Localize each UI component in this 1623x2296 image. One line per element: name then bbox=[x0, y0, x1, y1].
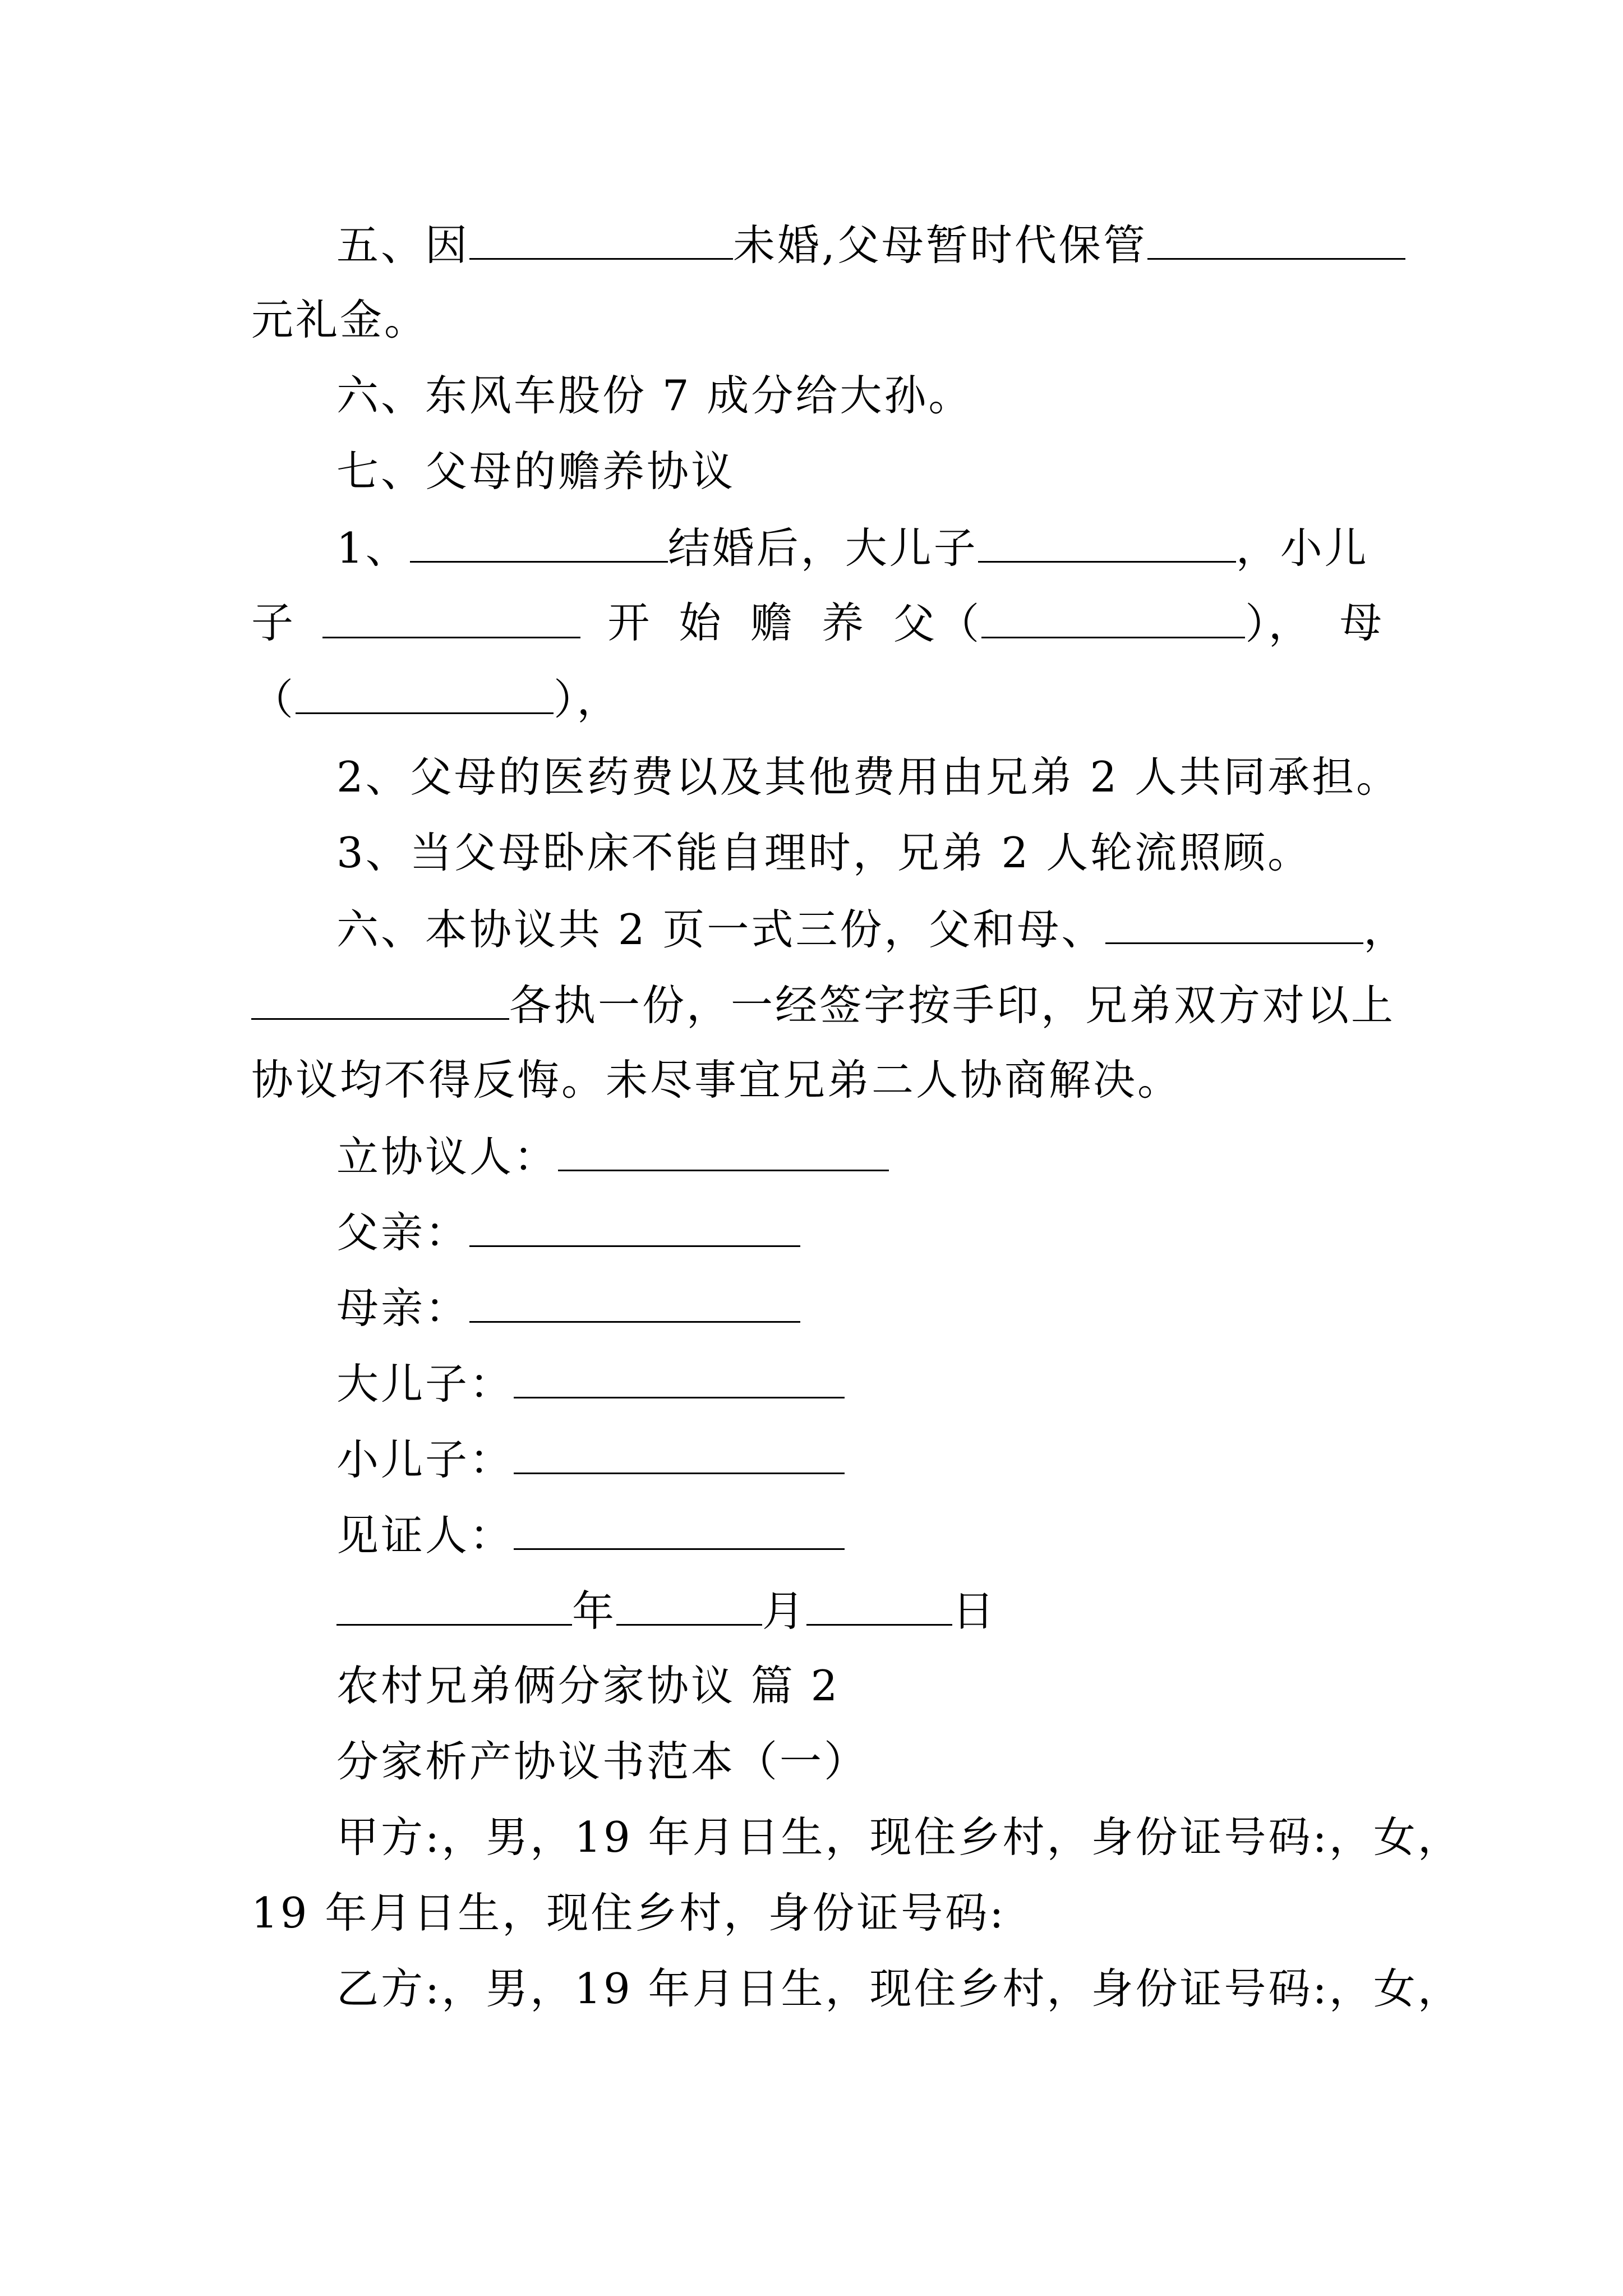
item-number: 1、 bbox=[336, 523, 410, 573]
signature-label: 立协议人： bbox=[336, 1132, 559, 1181]
copies-clause-continuation bbox=[251, 979, 1395, 1029]
clause-5-continuation: 元礼金。 bbox=[251, 295, 429, 344]
support-text: 结婚后，大儿子 bbox=[667, 523, 978, 573]
text-fragment: 始 bbox=[679, 598, 723, 647]
father-field bbox=[893, 597, 1313, 648]
text-fragment: 六、本协议共 2 页一式三份，父和母、 bbox=[336, 905, 1106, 954]
blank-field[interactable] bbox=[1105, 903, 1363, 944]
blank-field[interactable] bbox=[410, 522, 668, 563]
text-fragment: 父（ bbox=[893, 599, 982, 648]
party-a-continuation: 19 年月日生，现住乡村，身份证号码: bbox=[251, 1888, 1006, 1938]
blank-field[interactable] bbox=[978, 522, 1236, 563]
text-fragment: （ bbox=[251, 675, 296, 724]
date-line bbox=[336, 1585, 997, 1635]
blank-field[interactable] bbox=[296, 673, 554, 714]
signature-field[interactable] bbox=[558, 1130, 889, 1171]
blank-field[interactable] bbox=[322, 597, 580, 638]
signature-mother bbox=[336, 1282, 800, 1332]
text-fragment: ）， bbox=[554, 675, 621, 724]
signature-field[interactable] bbox=[469, 1206, 800, 1247]
support-item-1-line bbox=[336, 522, 1369, 572]
section-heading: 农村兄弟俩分家协议 篇 2 bbox=[336, 1661, 840, 1710]
support-text: ，小儿 bbox=[1235, 523, 1369, 573]
signature-label: 父亲： bbox=[336, 1208, 470, 1257]
signature-witness bbox=[336, 1509, 845, 1559]
support-item-3: 3、当父母卧床不能自理时，兄弟 2 人轮流照顾。 bbox=[336, 828, 1312, 877]
text-fragment: ， bbox=[1363, 905, 1408, 954]
signature-field[interactable] bbox=[514, 1358, 845, 1398]
signature-party bbox=[336, 1130, 889, 1181]
text-fragment: 母 bbox=[1339, 598, 1384, 647]
party-b-line: 乙方:，男，19 年月日生，现住乡村，身份证号码:，女， bbox=[336, 1964, 1462, 2013]
blank-field[interactable] bbox=[981, 597, 1245, 638]
year-field[interactable] bbox=[336, 1585, 572, 1626]
blank-field[interactable] bbox=[469, 219, 733, 260]
clause-7-heading: 七、父母的赡养协议 bbox=[336, 447, 736, 496]
signature-field[interactable] bbox=[514, 1509, 845, 1550]
signature-label: 母亲： bbox=[336, 1283, 470, 1333]
date-label: 月 bbox=[762, 1586, 807, 1636]
copies-clause-end: 协议均不得反悔。未尽事宜兄弟二人协商解决。 bbox=[251, 1055, 1182, 1105]
date-label: 日 bbox=[952, 1586, 997, 1636]
clause-5-text: 未婚,父母暂时代保管 bbox=[733, 220, 1147, 270]
day-field[interactable] bbox=[806, 1585, 952, 1626]
signature-younger-son bbox=[336, 1433, 845, 1484]
text-fragment: 各执一份，一经签字按手印，兄弟双方对以上 bbox=[509, 981, 1396, 1030]
copies-clause-line bbox=[336, 903, 1408, 954]
signature-father bbox=[336, 1206, 800, 1257]
text-fragment: 养 bbox=[822, 598, 866, 647]
signature-label: 小儿子： bbox=[336, 1435, 514, 1484]
clause-5-line bbox=[336, 219, 1405, 269]
signature-field[interactable] bbox=[469, 1282, 800, 1323]
support-item-2: 2、父母的医药费以及其他费用由兄弟 2 人共同承担。 bbox=[336, 752, 1401, 802]
clause-5-prefix: 五、因 bbox=[336, 220, 470, 270]
clause-6-stock: 六、东风车股份 7 成分给大孙。 bbox=[336, 371, 973, 420]
date-label: 年 bbox=[572, 1586, 617, 1636]
month-field[interactable] bbox=[616, 1585, 762, 1626]
section-subheading: 分家析产协议书范本（一） bbox=[336, 1737, 869, 1786]
blank-field[interactable] bbox=[1147, 219, 1405, 260]
signature-elder-son bbox=[336, 1358, 845, 1408]
signature-label: 见证人： bbox=[336, 1511, 514, 1560]
signature-field[interactable] bbox=[514, 1433, 845, 1474]
support-item-1-continuation bbox=[251, 597, 1384, 648]
blank-field[interactable] bbox=[251, 979, 509, 1020]
text-fragment: 赡 bbox=[750, 598, 795, 647]
signature-label: 大儿子： bbox=[336, 1359, 514, 1409]
text-fragment: ）， bbox=[1245, 599, 1313, 648]
party-a-line: 甲方:，男，19 年月日生，现住乡村，身份证号码:，女， bbox=[336, 1812, 1462, 1862]
text-fragment: 开 bbox=[607, 598, 652, 647]
text-fragment: 子 bbox=[251, 598, 296, 647]
mother-field-line bbox=[251, 673, 621, 724]
